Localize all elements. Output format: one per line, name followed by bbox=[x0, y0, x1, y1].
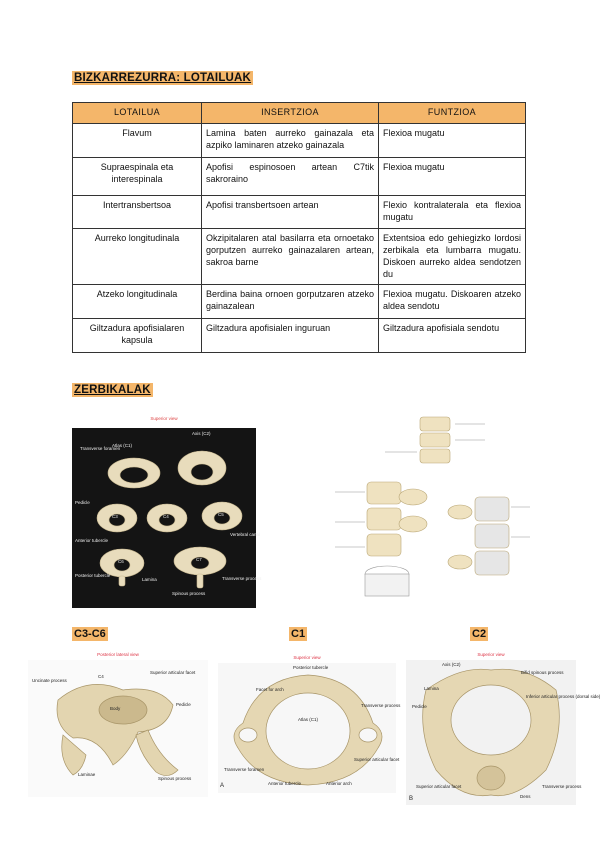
table-cell: Extentsioa edo gehiegizko lordosi zerbikala eta lumbarra mugatu. Diskoen aurreko aldea sendotzen du bbox=[379, 229, 526, 285]
table-cell: Giltzadura apofisiala sendotu bbox=[379, 319, 526, 353]
atlas-illustration bbox=[218, 663, 396, 793]
table-cell: Flexio kontralaterala eta flexioa mugatu bbox=[379, 196, 526, 229]
photo-label: Superior articular facet bbox=[150, 670, 196, 675]
cervical-vertebrae-figure bbox=[72, 416, 262, 608]
photo-label: Anterior arch bbox=[326, 781, 352, 786]
column-header: INSERTZIOA bbox=[202, 103, 379, 124]
table-row bbox=[73, 158, 526, 196]
table-row bbox=[73, 229, 526, 285]
table-cell: Apofisi transbertsoen artean bbox=[202, 196, 379, 229]
table-cell: Intertransbertsoa bbox=[73, 196, 202, 229]
photo-label: Bifid spinous process bbox=[521, 670, 564, 675]
table-cell: Giltzadura apofisialaren kapsula bbox=[73, 319, 202, 353]
photo-label: Lamina bbox=[424, 686, 439, 691]
vertebra-label: C5 bbox=[218, 512, 224, 517]
photo-label: Dens bbox=[520, 794, 531, 799]
photo-label: Laminae bbox=[78, 772, 96, 777]
photo-label: Superior articular facet bbox=[416, 784, 462, 789]
section-title-ligaments: BIZKARREZURRA: LOTAILUAK bbox=[74, 72, 252, 84]
photo-label: Pedicle bbox=[412, 704, 427, 709]
c4-photo bbox=[28, 652, 208, 797]
figure-label: Transverse foramen bbox=[80, 446, 121, 451]
table-row bbox=[73, 285, 526, 319]
photo-label: Spinous process bbox=[158, 776, 192, 781]
table-cell: Flexioa mugatu bbox=[379, 124, 526, 158]
table-row bbox=[73, 319, 526, 353]
photo-label: Pedicle bbox=[176, 702, 191, 707]
table-header-row bbox=[73, 103, 526, 124]
axis-photo bbox=[406, 652, 600, 805]
vertebra-label: C4 bbox=[163, 514, 169, 519]
table-cell: Lamina baten aurreko gainazala eta azpiko laminaren atzeko gainazala bbox=[202, 124, 379, 158]
table-cell: Supraespinala eta interespinala bbox=[73, 158, 202, 196]
vertebra-label: C6 bbox=[118, 559, 124, 564]
photo-label: Transverse process bbox=[542, 784, 582, 789]
photo-caption: Superior view bbox=[477, 652, 505, 657]
table-cell: Okzipitalaren atal basilarra eta ornoetako gorputzen aurreko gainazalaren artean, sakroa barne bbox=[202, 229, 379, 285]
atlas-photo bbox=[218, 655, 401, 793]
photo-label: Body bbox=[110, 706, 121, 711]
figure-label: Lamina bbox=[142, 577, 157, 582]
photo-label: Axis (C2) bbox=[442, 662, 461, 667]
subheading-c3-c6: C3-C6 bbox=[74, 628, 106, 640]
figure-label: Posterior tubercle bbox=[75, 573, 111, 578]
table-cell: Aurreko longitudinala bbox=[73, 229, 202, 285]
figure-label: Vertebral canal bbox=[230, 532, 261, 537]
table-cell: Atzeko longitudinala bbox=[73, 285, 202, 319]
figure-label: Axis (C2) bbox=[192, 431, 211, 436]
spine-ligaments-diagram bbox=[325, 412, 535, 607]
photo-label: Anterior tubercle bbox=[268, 781, 302, 786]
figure-label: Pedicle bbox=[75, 500, 90, 505]
subheading-c1: C1 bbox=[291, 628, 306, 640]
photo-label: Transverse foramen bbox=[224, 767, 265, 772]
ligaments-table bbox=[72, 102, 526, 353]
column-header: FUNTZIOA bbox=[379, 103, 526, 124]
figure-label: Spinous process bbox=[172, 591, 206, 596]
section-title-cervical: ZERBIKALAK bbox=[74, 384, 151, 396]
vertebra-label: C3 bbox=[112, 514, 118, 519]
subheading-c2: C2 bbox=[472, 628, 487, 640]
photo-label: Posterior tubercle bbox=[293, 665, 329, 670]
column-header: LOTAILUA bbox=[73, 103, 202, 124]
table-cell: Flexioa mugatu bbox=[379, 158, 526, 196]
photo-label: Facet for arch bbox=[256, 687, 284, 692]
table-cell: Flexioa mugatu. Diskoaren atzeko aldea sendotu bbox=[379, 285, 526, 319]
table-row bbox=[73, 196, 526, 229]
photo-caption: Superior view bbox=[293, 655, 321, 660]
photo-label: Superior articular facet bbox=[354, 757, 400, 762]
photo-label: Uncinate process bbox=[32, 678, 67, 683]
figure-caption: Superior view bbox=[150, 416, 178, 421]
figure-label: Atlas (C1) bbox=[112, 443, 133, 448]
photo-label: Transverse process bbox=[361, 703, 401, 708]
table-cell: Flavum bbox=[73, 124, 202, 158]
spine-illustration bbox=[325, 412, 535, 607]
figure-label: Transverse process bbox=[222, 576, 262, 581]
vertebra-label: C7 bbox=[196, 557, 202, 562]
table-cell: Berdina baina ornoen gorputzaren atzeko gainazalean bbox=[202, 285, 379, 319]
photo-label: A bbox=[220, 783, 225, 789]
photo-caption: Posterior lateral view bbox=[97, 652, 139, 657]
table-row bbox=[73, 124, 526, 158]
photo-label: B bbox=[409, 796, 414, 802]
table-cell: Apofisi espinosoen artean C7tik sakroraino bbox=[202, 158, 379, 196]
photo-label: Inferior articular process (dorsal side) bbox=[526, 694, 600, 699]
figure-label: Anterior tubercle bbox=[75, 538, 109, 543]
photo-label: C4 bbox=[98, 674, 104, 679]
photo-label: Atlas (C1) bbox=[298, 717, 319, 722]
table-cell: Giltzadura apofisialen inguruan bbox=[202, 319, 379, 353]
